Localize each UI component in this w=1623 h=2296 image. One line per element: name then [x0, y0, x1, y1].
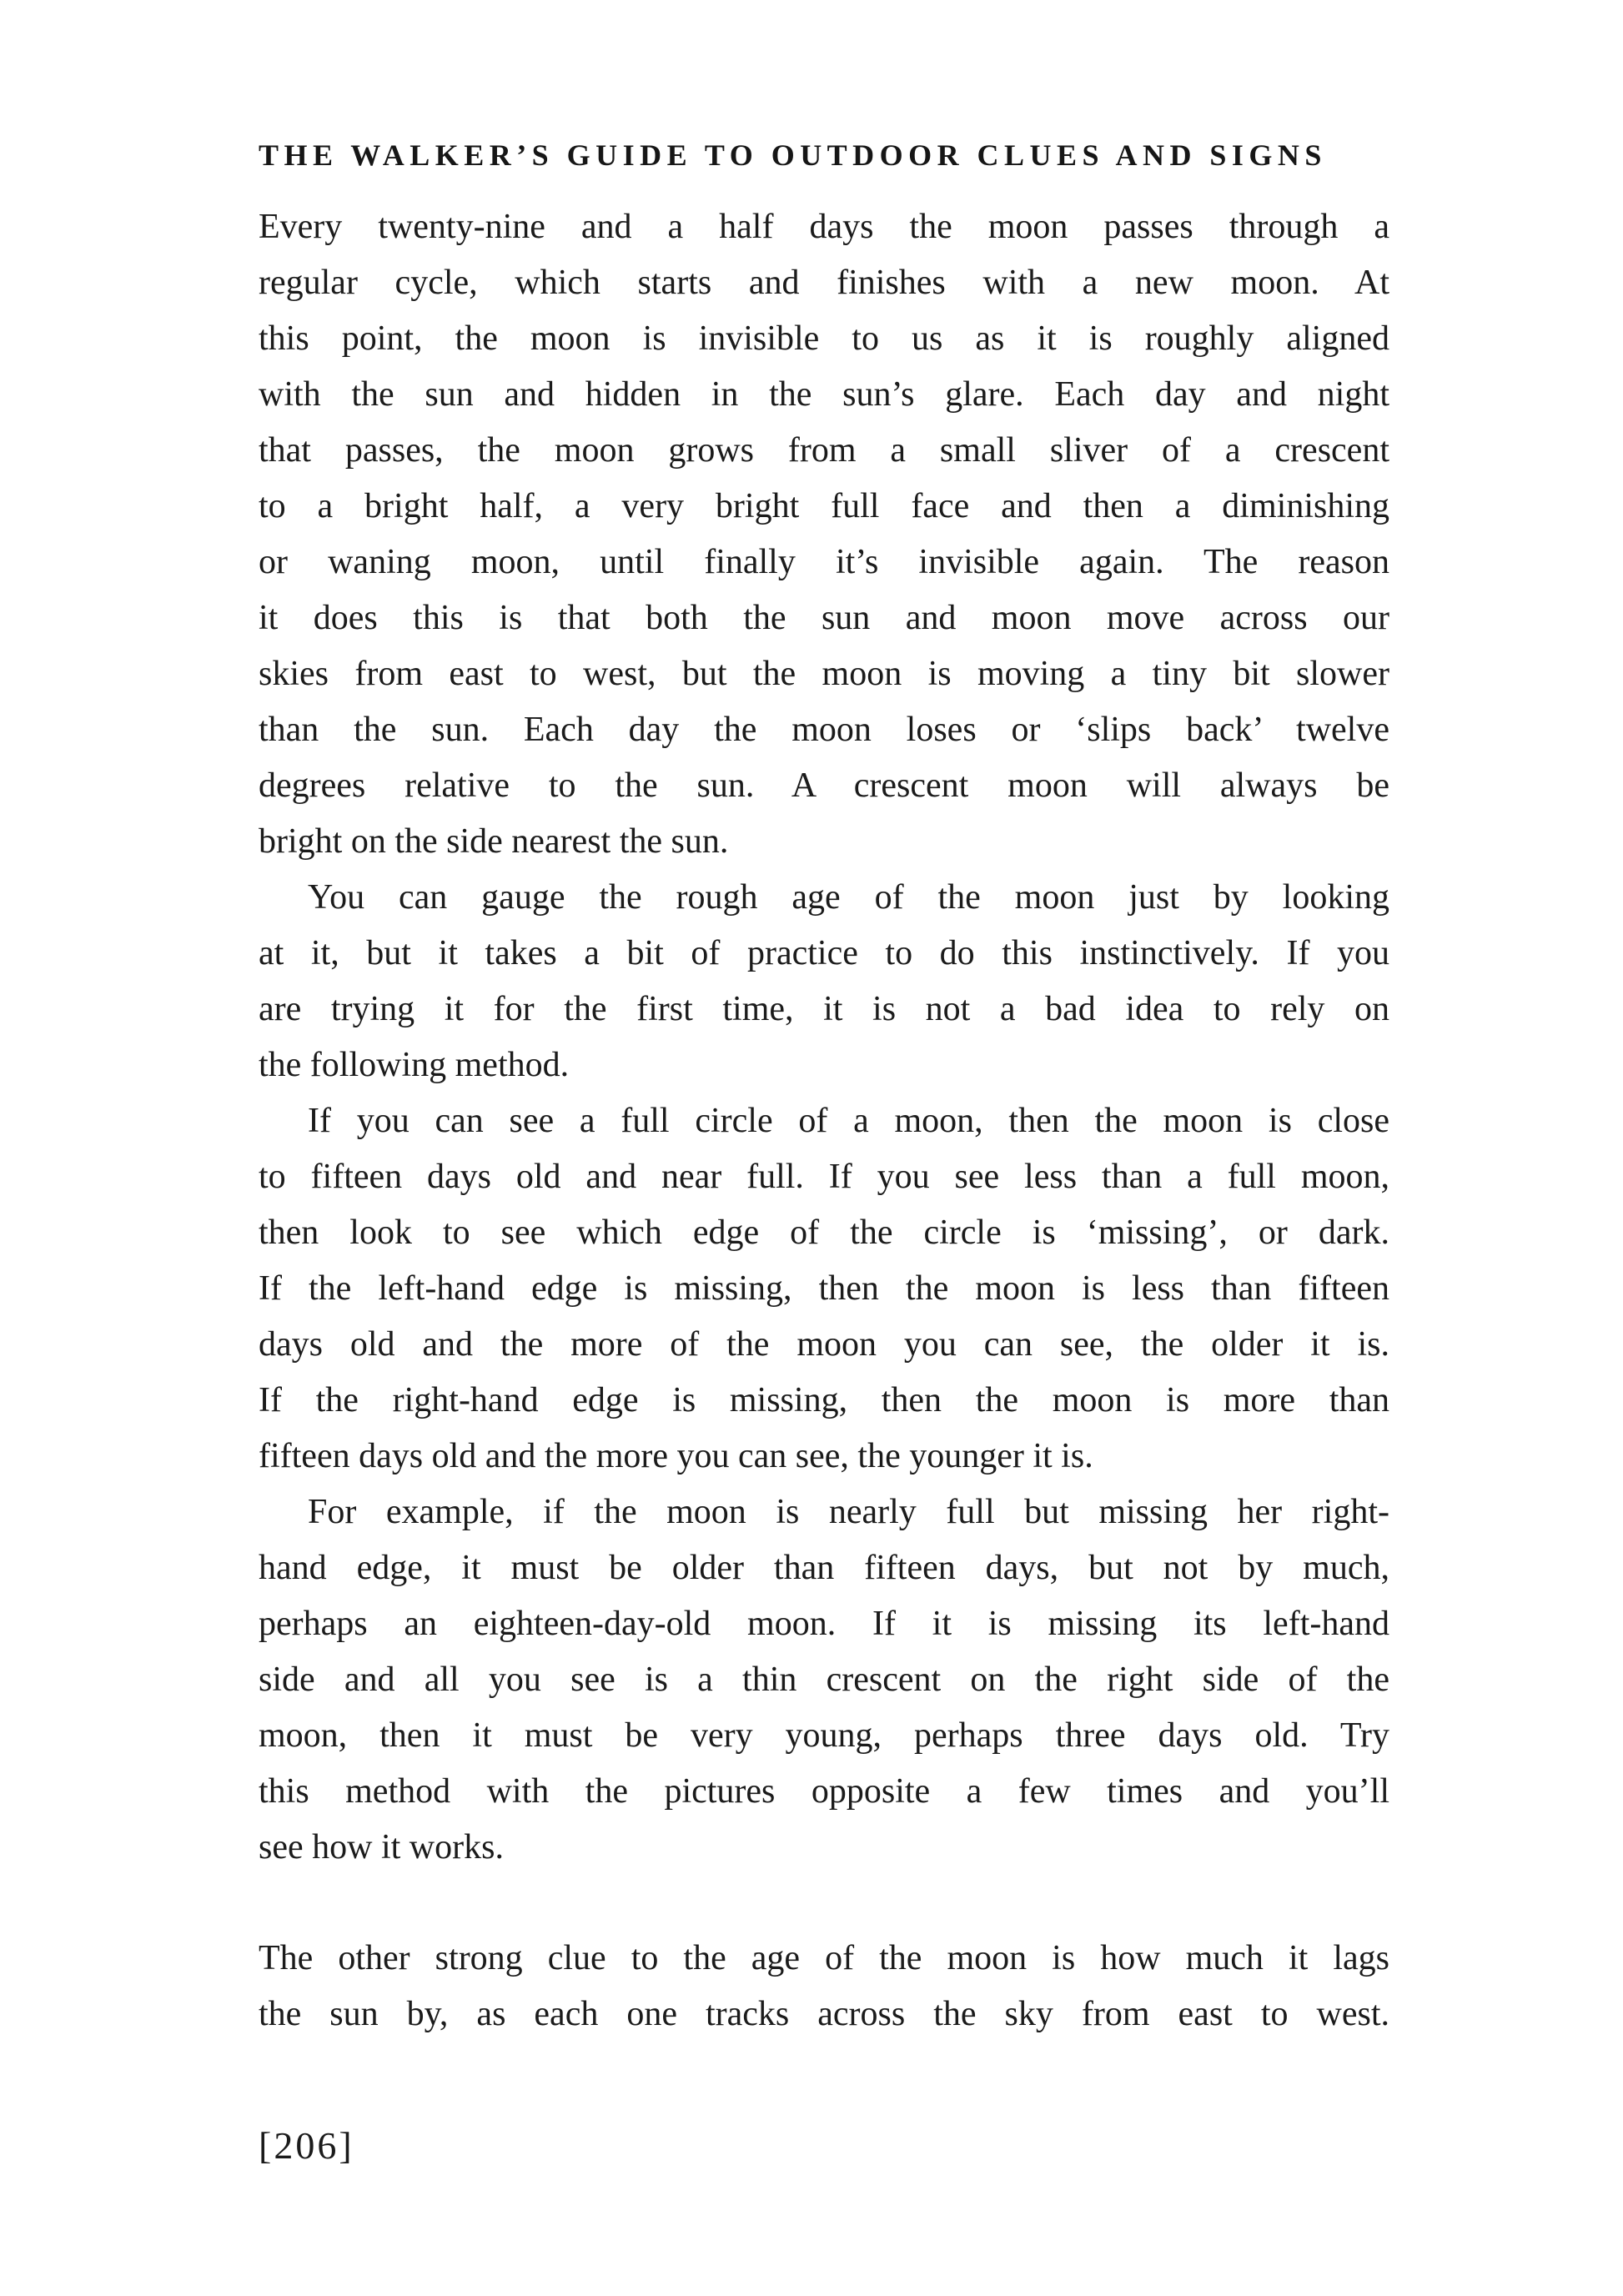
- paragraph: [259, 870, 1389, 1093]
- text-line: The other strong clue to the age of the moon is how much it lags: [259, 1939, 1389, 1977]
- text-line: with the sun and hidden in the sun’s glare. Each day and night: [259, 375, 1389, 414]
- text-line: If you can see a full circle of a moon, then the moon is close: [308, 1102, 1389, 1140]
- text-line: at it, but it takes a bit of practice to do this instinctively. If you: [259, 934, 1389, 972]
- paragraph: [259, 1931, 1389, 2042]
- text-line: days old and the more of the moon you can see, the older it is.: [259, 1325, 1389, 1364]
- text-line: You can gauge the rough age of the moon just by looking: [308, 878, 1389, 917]
- text-line: are trying it for the first time, it is not a bad idea to rely on: [259, 990, 1389, 1028]
- text-line: the sun by, as each one tracks across the sky from east to west.: [259, 1995, 1389, 2033]
- running-header: THE WALKER’S GUIDE TO OUTDOOR CLUES AND SIGNS: [259, 138, 1327, 172]
- text-line: regular cycle, which starts and finishes with a new moon. At: [259, 264, 1389, 302]
- text-line: this method with the pictures opposite a few times and you’ll: [259, 1772, 1389, 1811]
- paragraph: [259, 1485, 1389, 1876]
- text-line: see how it works.: [259, 1828, 504, 1866]
- text-line: side and all you see is a thin crescent on the right side of the: [259, 1660, 1389, 1699]
- text-line: then look to see which edge of the circle is ‘missing’, or dark.: [259, 1213, 1389, 1252]
- text-line: it does this is that both the sun and moon move across our: [259, 599, 1389, 637]
- text-line: If the left-hand edge is missing, then the moon is less than fifteen: [259, 1269, 1389, 1308]
- text-line: the following method.: [259, 1046, 570, 1084]
- text-line: perhaps an eighteen-day-old moon. If it is missing its left-hand: [259, 1605, 1389, 1643]
- text-line: fifteen days old and the more you can see, the younger it is.: [259, 1437, 1093, 1475]
- text-line: Every twenty-nine and a half days the moon passes through a: [259, 208, 1389, 246]
- body-text: [259, 199, 1389, 2042]
- text-line: than the sun. Each day the moon loses or ‘slips back’ twelve: [259, 711, 1389, 749]
- text-line: or waning moon, until finally it’s invisible again. The reason: [259, 543, 1389, 581]
- text-line: that passes, the moon grows from a small sliver of a crescent: [259, 431, 1389, 470]
- text-line: this point, the moon is invisible to us as it is roughly aligned: [259, 319, 1389, 358]
- text-line: skies from east to west, but the moon is moving a tiny bit slower: [259, 655, 1389, 693]
- page-number: [206]: [259, 2124, 354, 2167]
- paragraph: [259, 199, 1389, 870]
- text-line: hand edge, it must be older than fifteen days, but not by much,: [259, 1549, 1389, 1587]
- text-line: to fifteen days old and near full. If you see less than a full moon,: [259, 1158, 1389, 1196]
- text-line: to a bright half, a very bright full face and then a diminishing: [259, 487, 1389, 525]
- paragraph: [259, 1093, 1389, 1485]
- text-line: For example, if the moon is nearly full but missing her right-: [308, 1493, 1389, 1531]
- text-line: bright on the side nearest the sun.: [259, 822, 729, 861]
- text-line: degrees relative to the sun. A crescent moon will always be: [259, 766, 1389, 805]
- text-line: If the right-hand edge is missing, then the moon is more than: [259, 1381, 1389, 1419]
- text-line: moon, then it must be very young, perhaps three days old. Try: [259, 1716, 1389, 1755]
